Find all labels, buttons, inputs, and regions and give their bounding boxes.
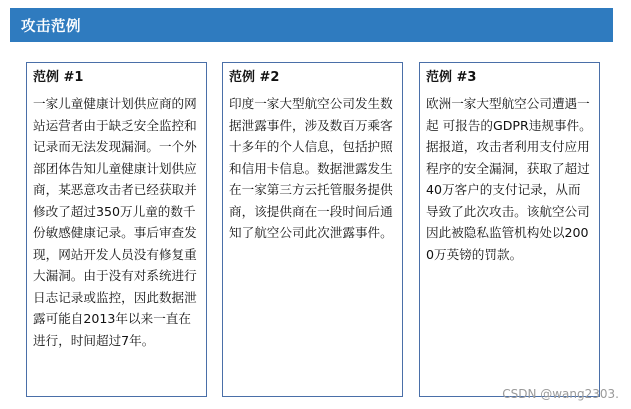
section-header bbox=[10, 8, 613, 42]
example-card-title: 范例 #1 bbox=[33, 70, 84, 85]
example-card-title: 范例 #3 bbox=[426, 70, 477, 85]
example-card-3 bbox=[419, 62, 600, 397]
example-card-2 bbox=[222, 62, 403, 397]
watermark: CSDN @wang2303. bbox=[502, 387, 619, 401]
section-title: 攻击范例 bbox=[21, 18, 81, 35]
example-card-1 bbox=[26, 62, 207, 397]
example-card-text: 一家儿童健康计划供应商的网站运营者由于缺乏安全监控和记录而无法发现漏洞。一个外部团体告知儿童健康计划供应商，某恶意攻击者已经获取并修改了超过350万儿童的数千份敏感健康记录。事后审查发现，网站开发人员没有修复重大漏洞。由于没有对系统进行日志记录或监控，因此数据泄露可能自2013年以来一直在进行，时间超过7年。 bbox=[33, 96, 197, 348]
example-card-title: 范例 #2 bbox=[229, 70, 280, 85]
example-card-text: 欧洲一家大型航空公司遭遇一起 可报告的GDPR违规事件。据报道，攻击者利用支付应用程序的安全漏洞，获取了超过40万客户的支付记录，从而导致了此次攻击。该航空公司因此被隐私监管机构处以2000万英镑的罚款。 bbox=[426, 96, 592, 262]
example-card-text: 印度一家大型航空公司发生数据泄露事件，涉及数百万乘客十多年的个人信息，包括护照和信用卡信息。数据泄露发生在一家第三方云托管服务提供商，该提供商在一段时间后通知了航空公司此次泄露事件。 bbox=[229, 96, 393, 240]
